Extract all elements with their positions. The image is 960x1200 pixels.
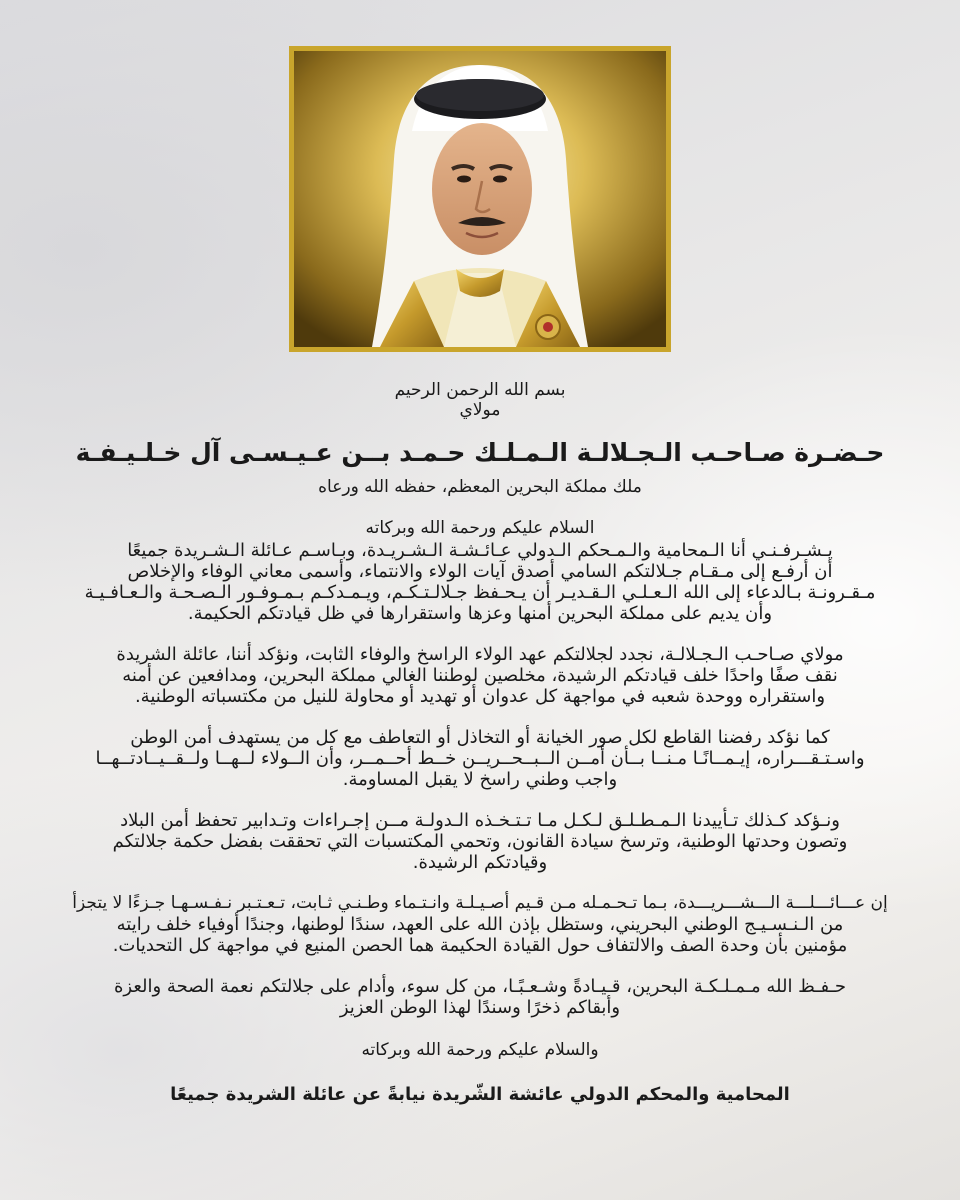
paragraph-3 bbox=[70, 727, 890, 790]
paragraph-line: وأن يديم على مملكة البحرين أمنها وعزها واستقرارها في ظل قيادتكم الحكيمة. bbox=[187, 603, 773, 624]
recipient-subtitle: ملك مملكة البحرين المعظم، حفظه الله ورعاه bbox=[318, 477, 642, 497]
paragraph-line: وقيادتكم الرشيدة. bbox=[412, 852, 548, 873]
paragraph-line: واسـتـقـــراره، إيـمــانًـا مـنــا بــأن أمــن الــبــحــريــن خــط أحــمــر، وأن الــولاء لــهــا ولــقــيــادتــهــا bbox=[95, 748, 865, 769]
paragraph-line: أن أرفـع إلى مـقـام جـلالتكم السامي أصدق آيات الولاء والانتماء، وأسمى معاني الوفاء والإخلاص bbox=[127, 561, 833, 582]
basmala: بسم الله الرحمن الرحيم bbox=[394, 380, 566, 400]
paragraph-line: وأبقاكم ذخرًا وسندًا لهذا الوطن العزيز bbox=[339, 997, 621, 1018]
signature: المحامية والمحكم الدولي عائشة الشّريدة نيابةً عن عائلة الشريدة جميعًا bbox=[170, 1084, 790, 1105]
greeting: السلام عليكم ورحمة الله وبركاته bbox=[365, 518, 595, 538]
paragraph-line: ونـؤكد كـذلك تـأييدنا الـمـطـلـق لـكـل مـا تـتـخـذه الـدولـة مــن إجـراءات وتـدابير تحفظ أمن البلاد bbox=[120, 810, 840, 831]
paragraph-line: يـشـرفـنـي أنا الـمحامية والـمـحكم الـدولي عـائـشـة الـشـريـدة، وبـاسـم عـائلة الـشـريدة جميعًا bbox=[127, 540, 833, 561]
paragraph-line: مؤمنين بأن وحدة الصف والالتفاف حول القيادة الحكيمة هما الحصن المنيع في مواجهة كل التحديات. bbox=[112, 935, 848, 956]
king-portrait bbox=[289, 46, 671, 352]
paragraph-2 bbox=[70, 644, 890, 707]
paragraph-1 bbox=[70, 540, 890, 624]
paragraph-4 bbox=[70, 810, 890, 873]
closing-greeting: والسلام عليكم ورحمة الله وبركاته bbox=[361, 1040, 599, 1060]
paragraph-line: واجب وطني راسخ لا يقبل المساومة. bbox=[342, 769, 618, 790]
paragraph-6 bbox=[70, 976, 890, 1018]
paragraph-line: مولاي صـاحـب الـجـلالـة، نجدد لجلالتكم عهد الولاء الراسخ والوفاء الثابت، ونؤكد أننا، عائلة الشريدة bbox=[116, 644, 844, 665]
paragraph-line: من الـنـسـيـج الوطني البحريني، وستظل بإذن الله على العهد، سندًا لوطنها، وجندًا أوفياء خلف رايته bbox=[116, 914, 844, 935]
paragraph-line: كما نؤكد رفضنا القاطع لكل صور الخيانة أو التخاذل أو التعاطف مع كل من يستهدف أمن الوطن bbox=[130, 727, 830, 748]
paragraph-line: وتصون وحدتها الوطنية، وترسخ سيادة القانون، وتحمي المكتسبات التي تحققت بفضل حكمة جلالتكم bbox=[112, 831, 848, 852]
salutation: مولاي bbox=[459, 400, 501, 420]
paragraph-line: نقف صفًا واحدًا خلف قيادتكم الرشيدة، مخلصين لوطننا الغالي مملكة البحرين، ومدافعين عن أمنه bbox=[122, 665, 838, 686]
paragraph-line: إن عـــائـــلـــة الـــشـــريـــدة، بـما تـحـمـله مـن قـيم أصـيـلـة وانـتـماء وطـنـي ثـابت، تـعـتـبر نـفـسـهـا جـزءًا لا يتجزأ bbox=[72, 893, 888, 913]
paragraph-line: واستقراره ووحدة شعبه في مواجهة كل عدوان أو تهديد أو محاولة للنيل من مكتسباته الوطنية. bbox=[134, 686, 826, 707]
letter-body bbox=[70, 380, 890, 1106]
paragraph-5 bbox=[70, 893, 890, 956]
king-portrait-image bbox=[294, 51, 666, 347]
paragraph-line: مـقـرونـة بـالدعاء إلى الله الـعـلـي الـقـديـر أن يـحـفظ جـلالـتـكـم، ويـمـدكـم بـمـوفـور الـصـحـة والـعـافـيـة bbox=[84, 582, 876, 603]
paragraph-line: حـفـظ الله مـمـلـكـة البحرين، قـيـادةً وشـعـبًـا، من كل سوء، وأدام على جلالتكم نعمة الصحة والعزة bbox=[113, 976, 847, 997]
recipient-title: حـضـرة صـاحـب الـجـلالـة الـمـلـك حـمـد بــن عـيـسـى آل خـلـيـفـة bbox=[75, 438, 885, 467]
